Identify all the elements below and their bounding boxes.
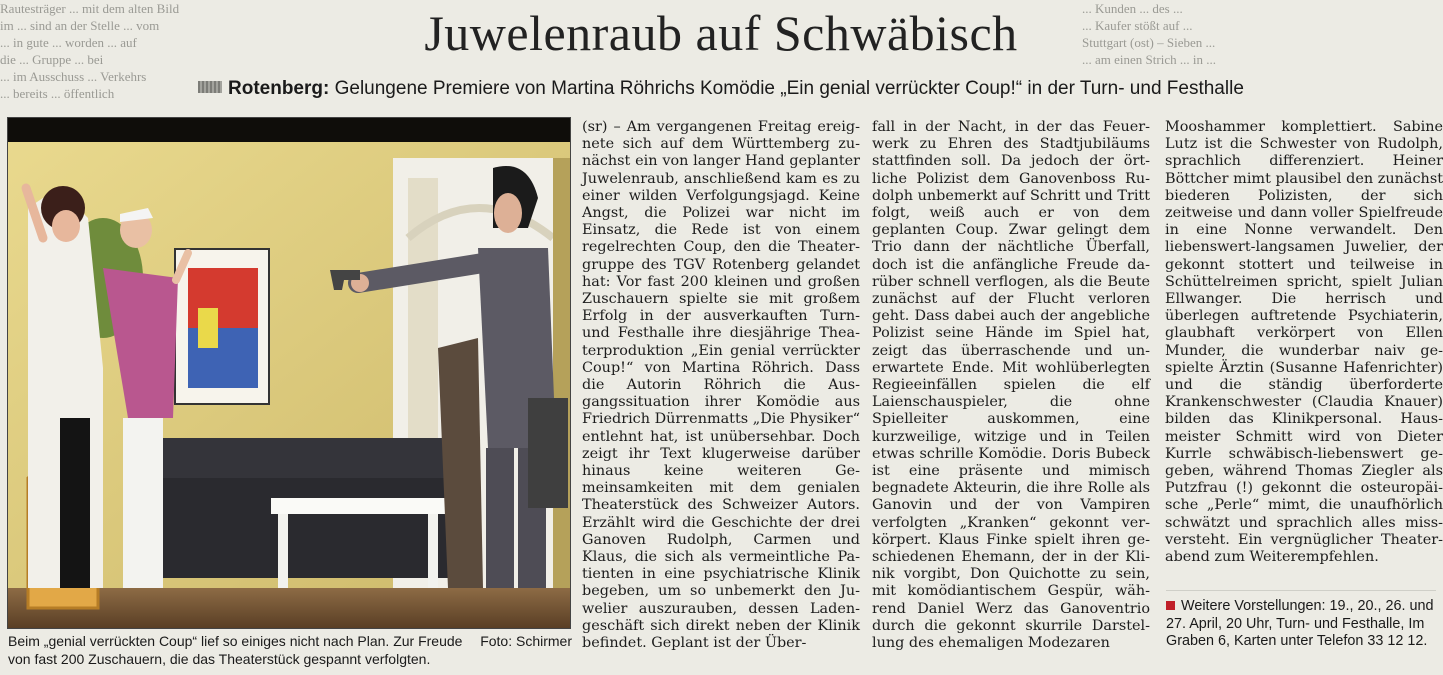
article-column-text: fall in der Nacht, in der das Feuerwerk zu Ehren des Stadtjubiläums stattfinden soll. Da jedoch der örtliche Polizist dem Ganovenboss Rudolph unbemerkt auf Schritt und Tritt folgt, weiß auch er von dem geplanten Coup. Zwar gelingt dem Trio dann der nächtliche Überfall, doch ist die anfängliche Freude darüber schnell verflogen, als die Beute zunächst auf der Flucht verloren geht. Dass dabei auch der angebliche Polizist seine Hände im Spiel hat, zeigt das überraschende und unerwartete Ende. Mit wohlüberlegten Regieeinfällen spielen die elf Laienschauspieler, die ohne Spielleiter auskommen, eine kurzweilige, witzige und in Teilen etwas schrille Komödie. Doris Bubeck ist eine präsente und mimisch begnadete Akteurin, die ihre Rolle als Ganovin und der von Vampiren verfolgten „Kranken“ gekonnt verkörpert. Klaus Finke spielt ihren geschiedenen Ehemann, der in der Klinik vorgibt, Don Quichotte zu sein, mit komödiantischem Gespür, während Daniel Werz das Ganoventrio durch die gekonnt skurrile Darstellung des ehemaligen Modezaren [872, 119, 1150, 652]
performance-info-text: Weitere Vorstellungen: 19., 20., 26. und 27. April, 20 Uhr, Turn- und Festhalle, Im Graben 6, Karten unter Telefon 33 12 12. [1166, 598, 1434, 649]
article-photo [7, 117, 571, 629]
adjacent-article-bleed-right: ... Kunden ... des ... ... Kaufer stößt auf ... Stuttgart (ost) – Sieben ... ... am einen Strich ... in ... [1082, 1, 1216, 67]
photo-credit: Foto: Schirmer [480, 633, 572, 649]
adjacent-article-bleed-left: Rautesträger ... mit dem alten Bild im ... sind an der Stelle ... vom ... in gute ... worden ... auf die ... Gruppe ... bei ... im Ausschuss ... Verkehrs ... bereits ... öffentlich [0, 1, 180, 101]
section-marker-icon [198, 81, 222, 93]
info-bullet-icon [1166, 601, 1175, 610]
photo-caption [8, 632, 572, 668]
info-box-divider [1166, 590, 1436, 591]
article-column-2 [872, 119, 1150, 675]
performance-info-box [1166, 598, 1438, 651]
photo-caption-text: Beim „genial verrückten Coup“ lief so einiges nicht nach Plan. Zur Freude von fast 200 Zuschauern, die das Theaterstück gespannt verfolgten. [8, 633, 463, 667]
article-column-text: Mooshammer komplettiert. Sabine Lutz ist die Schwester von Rudolph, sprachlich differenziert. Heiner Böttcher mimt plausibel den zunächst biederen Polizisten, der sich zeitweise und dann voller Spielfreude in eine Nonne verwandelt. Den liebenswert-langsamen Juwelier, der gekonnt stottert und teilweise in Schüttelreimen spricht, spielt Julian Ellwanger. Die herrisch und überlegen auftretende Psychiaterin, glaubhaft verkörpert von Ellen Munder, die wunderbar naiv gespielte Ärztin (Susanne Hafenrichter) und die ständig überforderte Krankenschwester (Claudia Knauer) bilden das Klinikpersonal. Hausmeister Schmitt wird von Dieter Kurrle schwäbisch-liebenswert gegeben, während Thomas Ziegler als Putzfrau (!) gekonnt die osteuropäische „Perle“ mimt, die unaufhörlich schwätzt und sprachlich alles missversteht. Ein vergnüglicher Theaterabend zum Weiterempfehlen. [1165, 119, 1443, 566]
article-column-1 [582, 119, 860, 675]
article-column-3 [1165, 119, 1443, 589]
article-column-text: (sr) – Am vergangenen Freitag ereignete sich auf dem Württemberg zunächst ein von langer Hand geplanter Juwelenraub, anschließend kam es zu einer wilden Verfolgungsjagd. Keine Angst, die Polizei war nicht im Einsatz, die Rede ist von einem regelrechten Coup, den die Theatergruppe des TGV Rotenberg gelandet hat: Vor fast 200 kleinen und großen Zuschauern spielte sie mit großem Erfolg in der ausverkauften Turn- und Festhalle ihre diesjährige Theaterproduktion „Ein genial verrückter Coup!“ von Martina Röhrich. Dass die Autorin Röhrich die Ausgangssituation ihrer Komödie aus Friedrich Dürrenmatts „Die Physiker“ entlehnt hat, ist unübersehbar. Doch zeigt ihr Text klugerweise darüber hinaus keine weiteren Gemeinsamkeiten mit dem genialen Theaterstück des Schweizer Autors. Erzählt wird die Geschichte der drei Ganoven Rudolph, Carmen und Klaus, die sich als vermeintliche Patienten in eine psychiatrische Klinik begeben, um so unbemerkt den Juwelier auszurauben, dessen Ladengeschäft sich direkt neben der Klinik befindet. Geplant ist der Über- [582, 119, 860, 652]
headline: Juwelenraub auf Schwäbisch [424, 5, 1018, 61]
subheadline-place: Rotenberg: [228, 78, 330, 99]
stage-scene-illustration [8, 118, 570, 628]
subheadline [198, 76, 1244, 102]
subheadline-text: Gelungene Premiere von Martina Röhrichs Komödie „Ein genial verrückter Coup!“ in der Turn- und Festhalle [334, 78, 1244, 99]
